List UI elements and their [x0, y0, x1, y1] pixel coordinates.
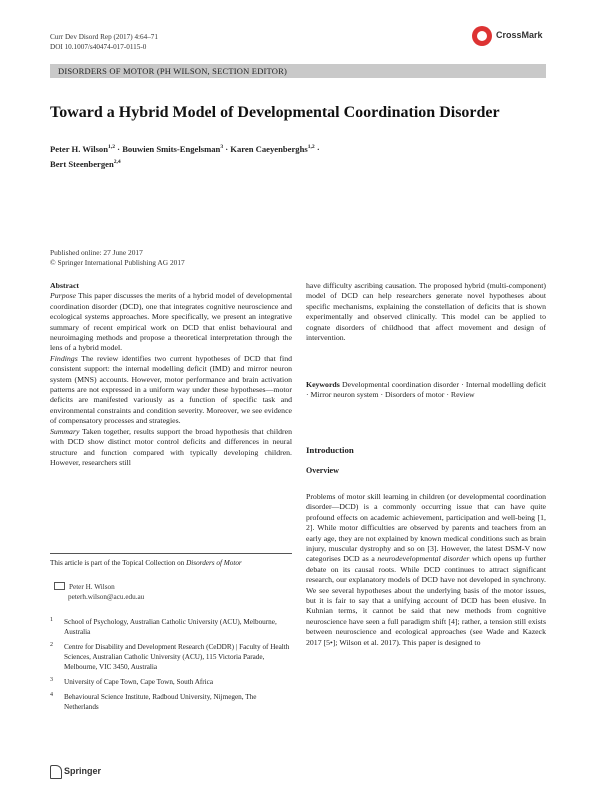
journal-reference: Curr Dev Disord Rep (2017) 4:64–71	[50, 33, 158, 41]
abstract-findings	[50, 354, 292, 427]
published-date: Published online: 27 June 2017	[50, 248, 143, 257]
section-bar	[50, 64, 546, 78]
abstract-continued: have difficulty ascribing causation. The proposed hybrid (multi-component) model of DCD can help researchers generate novel hypotheses about specific mechanisms, explaining the constellation of deficits that is shown experimentally and observed clinically. This model can be applied to cognate disorders of childhood that affect movement and design of intervention.	[306, 281, 546, 343]
author-affiliation-marker: 2,4	[113, 158, 121, 165]
abstract	[50, 281, 292, 468]
findings-text: The review identifies two current hypotheses of DCD that find consistent support: the internal modelling deficit (IMD) and mirror neuron system (MNS) accounts. However, motor performance and brain activation patterns are not expressed in a uniform way under these hypotheses—motor deficits are manifested variously as a function of specific task and environmental constraints and condition severity. Moreover, we see evidence of compensatory processes and strategies.	[50, 353, 292, 426]
journal-citation	[50, 32, 158, 52]
affiliation-text: University of Cape Town, Cape Town, South Africa	[64, 678, 214, 686]
affiliation-item	[50, 617, 292, 637]
abstract-heading: Abstract	[50, 281, 80, 290]
summary-label: Summary	[50, 426, 80, 436]
affiliation-number: 2	[50, 642, 53, 648]
affiliation-text: Centre for Disability and Development Research (CeDDR) | Faculty of Health Sciences, Australian Catholic University (ACU), 115 Victoria Parade, Melbourne, VIC 3450, Australia	[64, 643, 290, 671]
crossmark-badge[interactable]	[470, 26, 550, 50]
author-affiliation-marker: 3	[220, 144, 224, 150]
author-name: Peter H. Wilson	[50, 143, 109, 154]
keywords	[306, 380, 546, 401]
article-title: Toward a Hybrid Model of Developmental Coordination Disorder	[50, 104, 500, 121]
copyright: © Springer International Publishing AG 2017	[50, 258, 185, 267]
corresponding-author	[54, 582, 296, 602]
section-label: DISORDERS OF MOTOR (PH WILSON, SECTION EDITOR)	[58, 66, 288, 76]
envelope-icon	[54, 582, 65, 590]
publisher-name: Springer	[64, 766, 102, 776]
affiliation-text: Behavioural Science Institute, Radboud University, Nijmegen, The Netherlands	[64, 693, 257, 711]
publication-info	[50, 248, 300, 268]
summary-text: Taken together, results support the broad hypothesis that children with DCD show distinct motor control deficits and differences in neural structure and function compared with typically developing children. However, researchers still	[50, 426, 292, 467]
topical-collection: Disorders of Motor	[186, 559, 242, 567]
contact-email[interactable]: peterh.wilson@acu.edu.au	[68, 593, 145, 601]
purpose-text: This paper discusses the merits of a hybrid model of developmental coordination disorder (DCD), one that integrates cognitive neuroscience and ecological systems approaches. More specifically, we present an integrative summary of recent empirical work on DCD that enlist behavioural and neuroimaging methods and propose a theoretical interpretation through the lens of a hybrid model.	[50, 291, 292, 353]
crossmark-label: CrossMark	[496, 30, 543, 40]
footnote-divider	[50, 553, 292, 554]
intro-text-a: Problems of motor skill learning in children (or developmental coordination disorder—DCD) is a commonly occurring issue that can have quite profound effects on academic achievement, participation and well-being [1, 2]. While motor difficulties are observed by parents and teachers from an early age, they are not explained by known medical conditions such as brain injury, muscular dystrophy and so on [3]. However, the latest DSM-V now categorises DCD as a	[306, 492, 546, 564]
intro-italic: neurodevelopmental disorder	[377, 554, 470, 564]
contact-name: Peter H. Wilson	[69, 583, 115, 591]
affiliation-number: 3	[50, 677, 53, 683]
affiliation-item	[50, 642, 292, 672]
affiliation-number: 4	[50, 692, 53, 698]
introduction-paragraph	[306, 492, 546, 648]
author-name: Bert Steenbergen	[50, 158, 114, 169]
springer-horse-icon	[50, 765, 62, 779]
affiliation-text: School of Psychology, Australian Catholic University (ACU), Melbourne, Australia	[64, 618, 277, 636]
subsection-heading-overview: Overview	[306, 466, 339, 475]
abstract-summary	[50, 427, 292, 469]
intro-text-b: which opens up further debate on its causal roots. While DCD continues to attract significant research, our explanatory models of DCD have not developed in synchrony. We see several hypotheses about the underlying basis of the motor issues, but it is fair to say that a unifying account of DCD has been elusive. In Kuhnian terms, it cannot be said that new methods from cognitive neuroscience have seen a full paradigm shift [4]; rather, a tension still exists between neuroscience and ecological approaches (see Wade and Kazeck 2017 [5•]; Wilson et al. 2017). This paper is designed to	[306, 554, 546, 647]
affiliations	[50, 617, 292, 717]
affiliation-number: 1	[50, 617, 53, 623]
keywords-label: Keywords	[306, 380, 340, 389]
affiliation-item	[50, 692, 292, 712]
abstract-purpose	[50, 291, 292, 353]
author-list: Peter H. Wilson$^{1,2}$ · Bouwien Smits-Engelsman$^3$ · Karen Caeyenberghs$^{1,2}$ · Bert Steenbergen$^{2,4}$	[50, 143, 320, 169]
doi: DOI 10.1007/s40474-017-0115-0	[50, 43, 147, 51]
topical-prefix: This article is part of the Topical Collection on	[50, 559, 187, 567]
affiliation-item	[50, 677, 292, 687]
findings-label: Findings	[50, 353, 78, 363]
section-heading-introduction: Introduction	[306, 445, 354, 455]
topical-collection-note	[50, 558, 292, 568]
author-name: Bouwien Smits-Engelsman	[122, 143, 221, 154]
author-affiliation-marker: 1,2	[307, 144, 315, 150]
author-affiliation-marker: 1,2	[108, 144, 116, 150]
keywords-text: Developmental coordination disorder · Internal modelling deficit · Mirror neuron system · Disorders of motor · Review	[306, 380, 546, 400]
crossmark-icon	[472, 26, 492, 46]
author-name: Karen Caeyenberghs	[230, 143, 308, 154]
purpose-label: Purpose	[50, 291, 76, 301]
springer-logo	[50, 765, 110, 779]
